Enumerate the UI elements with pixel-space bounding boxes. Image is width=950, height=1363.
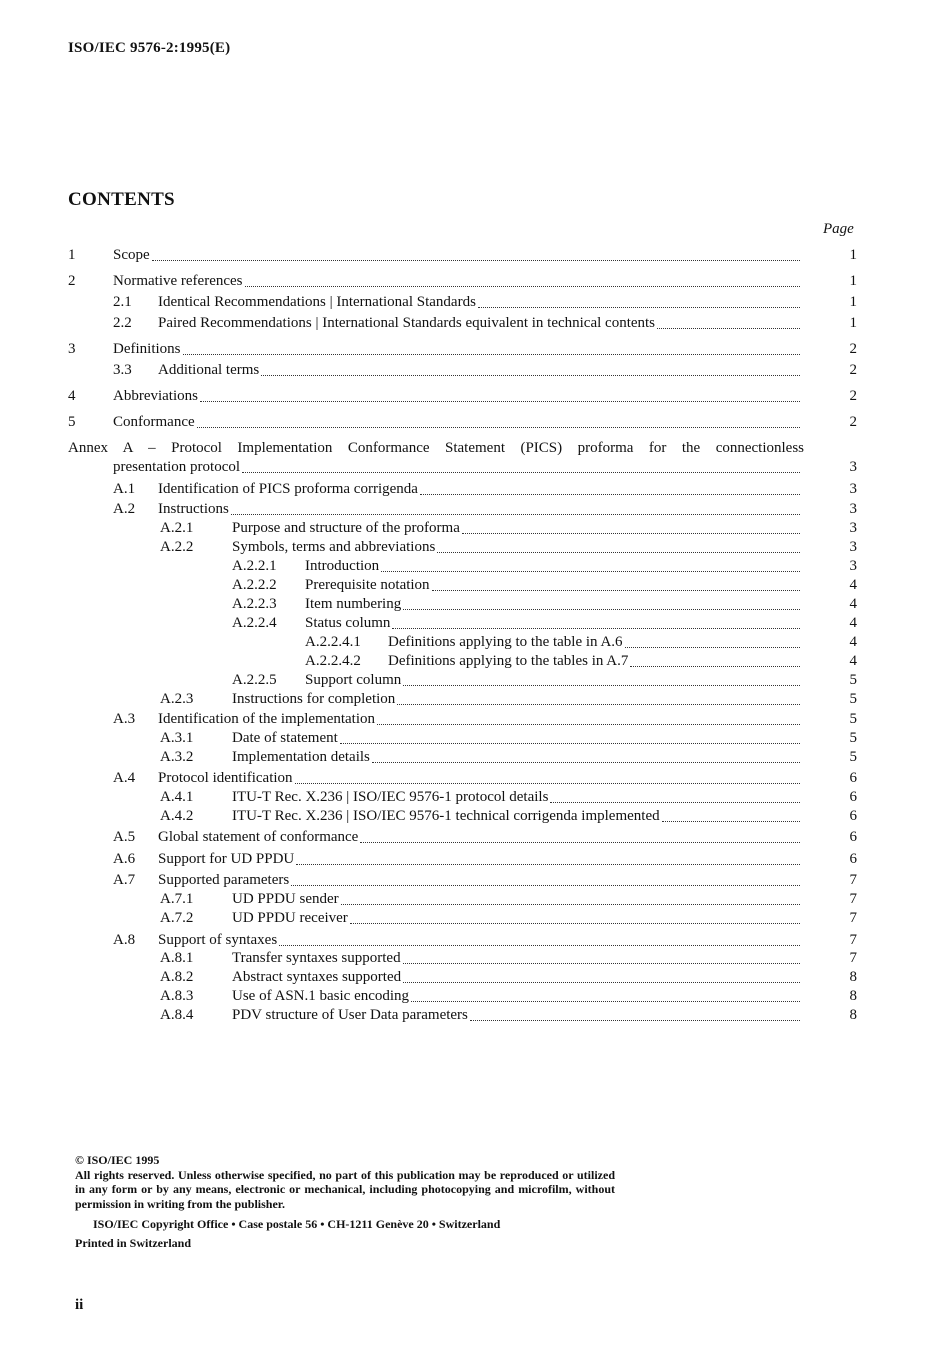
dot-leader [657, 328, 800, 329]
toc-entry-number: A.8.2 [160, 969, 194, 985]
toc-entry-page: 3 [849, 520, 857, 536]
dot-leader [296, 864, 800, 865]
toc-entry-number: A.2.3 [160, 691, 194, 707]
toc-entry[interactable] [0, 652, 950, 671]
toc-entry-number: A.7.2 [160, 910, 194, 926]
page-number: ii [75, 1297, 84, 1313]
toc-entry-page: 1 [849, 315, 857, 331]
toc-entry-page: 5 [849, 749, 857, 765]
toc-entry[interactable] [0, 850, 950, 869]
toc-entry[interactable] [0, 690, 950, 709]
toc-entry-page: 7 [849, 932, 857, 948]
toc-entry-title: Abbreviations [113, 388, 198, 404]
dot-leader [397, 704, 800, 705]
page-title: CONTENTS [68, 189, 175, 210]
toc-entry-title: Implementation details [232, 749, 370, 765]
toc-entry-number: 3.3 [113, 362, 132, 378]
toc-entry-page: 8 [849, 969, 857, 985]
toc-entry[interactable] [0, 748, 950, 767]
toc-entry[interactable] [0, 769, 950, 788]
toc-entry-title: UD PPDU receiver [232, 910, 348, 926]
toc-entry-title: Protocol identification [158, 770, 293, 786]
toc-entry-page: 6 [849, 829, 857, 845]
dot-leader [381, 571, 800, 572]
toc-entry-title: ITU-T Rec. X.236 | ISO/IEC 9576-1 protocol details [232, 789, 549, 805]
toc-entry-number: A.5 [113, 829, 136, 845]
toc-entry-page: 1 [849, 247, 857, 263]
toc-entry-page: 3 [849, 481, 857, 497]
dot-leader [279, 945, 800, 946]
toc-entry-page: 7 [849, 910, 857, 926]
toc-entry[interactable] [0, 949, 950, 968]
dot-leader [350, 923, 800, 924]
dot-leader [392, 628, 800, 629]
dot-leader [437, 552, 800, 553]
dot-leader [372, 762, 800, 763]
dot-leader [403, 609, 800, 610]
toc-entry-page: 2 [849, 388, 857, 404]
toc-entry-number: 5 [68, 414, 76, 430]
toc-entry-page: 2 [849, 341, 857, 357]
toc-entry[interactable] [0, 931, 950, 950]
toc-entry-page: 4 [849, 634, 857, 650]
dot-leader [245, 286, 800, 287]
toc-entry-number: A.2.2.1 [232, 558, 277, 574]
toc-entry-title: Instructions for completion [232, 691, 396, 707]
dot-leader [403, 685, 800, 686]
toc-entry[interactable] [0, 871, 950, 890]
toc-entry-page: 2 [849, 362, 857, 378]
toc-entry-number: A.7 [113, 872, 136, 888]
toc-entry[interactable] [0, 671, 950, 690]
toc-entry-number: A.6 [113, 851, 136, 867]
dot-leader [420, 494, 800, 495]
toc-entry-page: 4 [849, 615, 857, 631]
toc-entry-number: A.7.1 [160, 891, 194, 907]
toc-entry-page: 3 [849, 501, 857, 517]
dot-leader [377, 724, 800, 725]
toc-entry-title: Introduction [305, 558, 380, 574]
toc-entry[interactable] [0, 538, 950, 557]
copyright-notice: © ISO/IEC 1995 [75, 1153, 160, 1167]
toc-entry-number: A.4.2 [160, 808, 194, 824]
toc-entry-title: Identification of the implementation [158, 711, 376, 727]
dot-leader [403, 982, 800, 983]
dot-leader [295, 783, 800, 784]
toc-entry[interactable] [0, 314, 950, 333]
toc-entry-title: Support of syntaxes [158, 932, 278, 948]
toc-entry-title: Item numbering [305, 596, 402, 612]
toc-entry-number: 4 [68, 388, 76, 404]
toc-entry[interactable] [0, 710, 950, 729]
dot-leader [197, 427, 800, 428]
toc-entry-number: A.8.4 [160, 1007, 194, 1023]
dot-leader [625, 647, 800, 648]
toc-entry-page: 5 [849, 730, 857, 746]
toc-entry-page: 7 [849, 950, 857, 966]
toc-entry-number: A.2.2.5 [232, 672, 277, 688]
toc-entry[interactable] [0, 828, 950, 847]
toc-entry-page: 3 [849, 539, 857, 555]
toc-entry-page: 8 [849, 988, 857, 1004]
toc-entry-title: Definitions [113, 341, 181, 357]
toc-entry-title: Paired Recommendations | International Standards equivalent in technical contents [158, 315, 656, 331]
toc-entry-number: A.4 [113, 770, 136, 786]
toc-entry-number: 2 [68, 273, 76, 289]
toc-entry-title: UD PPDU sender [232, 891, 339, 907]
toc-entry-title: Additional terms [158, 362, 260, 378]
dot-leader [183, 354, 801, 355]
toc-entry-number: 1 [68, 247, 76, 263]
annex-heading-line: Annex A – Protocol Implementation Conformance Statement (PICS) proforma for the connectionless [68, 440, 804, 456]
toc-entry[interactable] [0, 413, 950, 432]
toc-entry[interactable] [0, 729, 950, 748]
toc-entry[interactable] [0, 500, 950, 519]
toc-entry-title: Use of ASN.1 basic encoding [232, 988, 410, 1004]
toc-entry[interactable] [0, 633, 950, 652]
toc-entry-page: 8 [849, 1007, 857, 1023]
toc-entry-page: 6 [849, 789, 857, 805]
toc-entry-title: Normative references [113, 273, 243, 289]
copyright-office-address: ISO/IEC Copyright Office • Case postale 56 • CH-1211 Genève 20 • Switzerland [93, 1217, 501, 1231]
toc-entry-page: 6 [849, 808, 857, 824]
toc-entry[interactable] [0, 807, 950, 826]
dot-leader [550, 802, 800, 803]
page-column-label: Page [823, 221, 854, 237]
toc-entry-page: 4 [849, 653, 857, 669]
toc-entry[interactable] [0, 890, 950, 909]
toc-entry-number: A.2.2.4.1 [305, 634, 361, 650]
toc-entry-number: A.8.1 [160, 950, 194, 966]
toc-entry[interactable] [0, 458, 950, 477]
toc-entry-title: Scope [113, 247, 150, 263]
dot-leader [341, 904, 800, 905]
toc-entry-title: Symbols, terms and abbreviations [232, 539, 436, 555]
toc-entry-page: 1 [849, 273, 857, 289]
toc-entry-title: PDV structure of User Data parameters [232, 1007, 468, 1023]
dot-leader [360, 842, 800, 843]
toc-entry-title: Instructions [158, 501, 229, 517]
dot-leader [432, 590, 800, 591]
dot-leader [340, 743, 800, 744]
toc-entry-page: 1 [849, 294, 857, 310]
toc-entry-number: A.3.2 [160, 749, 194, 765]
toc-entry-title: Support for UD PPDU [158, 851, 295, 867]
toc-entry-title: Prerequisite notation [305, 577, 430, 593]
toc-entry[interactable] [0, 1006, 950, 1025]
toc-entry-title: Status column [305, 615, 391, 631]
dot-leader [291, 885, 800, 886]
toc-entry-title: Definitions applying to the tables in A.7 [388, 653, 629, 669]
toc-entry-title: Definitions applying to the table in A.6 [388, 634, 623, 650]
dot-leader [242, 472, 800, 473]
toc-entry-number: 3 [68, 341, 76, 357]
toc-entry[interactable] [0, 614, 950, 633]
toc-entry-number: A.3.1 [160, 730, 194, 746]
toc-entry-title: Identical Recommendations | International Standards [158, 294, 476, 310]
toc-entry-page: 2 [849, 414, 857, 430]
toc-entry[interactable] [0, 519, 950, 538]
toc-entry[interactable] [0, 293, 950, 312]
toc-entry[interactable] [0, 987, 950, 1006]
dot-leader [152, 260, 800, 261]
toc-entry-title: presentation protocol [113, 459, 241, 475]
toc-entry-page: 7 [849, 872, 857, 888]
toc-entry-title: Identification of PICS proforma corrigenda [158, 481, 418, 497]
toc-entry[interactable] [0, 968, 950, 987]
dot-leader [662, 821, 800, 822]
toc-entry-page: 5 [849, 711, 857, 727]
toc-entry-page: 6 [849, 770, 857, 786]
toc-entry-title: Abstract syntaxes supported [232, 969, 402, 985]
toc-entry-title: Supported parameters [158, 872, 290, 888]
toc-entry-number: A.2.2.2 [232, 577, 277, 593]
toc-entry-number: A.8.3 [160, 988, 194, 1004]
toc-entry-page: 4 [849, 577, 857, 593]
toc-entry-page: 6 [849, 851, 857, 867]
toc-entry[interactable] [0, 595, 950, 614]
toc-entry-number: A.8 [113, 932, 136, 948]
toc-entry-title: ITU-T Rec. X.236 | ISO/IEC 9576-1 technical corrigenda implemented [232, 808, 660, 824]
dot-leader [462, 533, 800, 534]
dot-leader [231, 514, 800, 515]
toc-entry-page: 4 [849, 596, 857, 612]
dot-leader [261, 375, 800, 376]
dot-leader [411, 1001, 800, 1002]
toc-entry[interactable] [0, 480, 950, 499]
toc-entry-title: Purpose and structure of the proforma [232, 520, 460, 536]
toc-entry-number: A.4.1 [160, 789, 194, 805]
dot-leader [403, 963, 800, 964]
toc-entry[interactable] [0, 576, 950, 595]
toc-entry[interactable] [0, 387, 950, 406]
toc-entry-title: Global statement of conformance [158, 829, 359, 845]
dot-leader [470, 1020, 800, 1021]
toc-entry[interactable] [0, 557, 950, 576]
toc-entry-page: 7 [849, 891, 857, 907]
copyright-footer [75, 1153, 615, 1250]
toc-entry[interactable] [0, 909, 950, 928]
toc-entry-number: A.2.2.4.2 [305, 653, 361, 669]
rights-statement: All rights reserved. Unless otherwise specified, no part of this publication may be reproduced or utilized in any form or by any means, electronic or mechanical, including photocopying and microfilm, without permission in writing from the publisher. [75, 1167, 615, 1211]
dot-leader [478, 307, 800, 308]
toc-entry-title: Transfer syntaxes supported [232, 950, 401, 966]
toc-entry-number: A.1 [113, 481, 136, 497]
toc-entry-page: 5 [849, 691, 857, 707]
toc-entry-number: A.2.2 [160, 539, 194, 555]
toc-entry[interactable] [0, 272, 950, 291]
document-id-header: ISO/IEC 9576-2:1995(E) [68, 40, 231, 56]
toc-entry[interactable] [0, 246, 950, 265]
toc-entry-number: A.2 [113, 501, 136, 517]
toc-entry-number: A.2.2.4 [232, 615, 277, 631]
toc-entry[interactable] [0, 361, 950, 380]
toc-entry-title: Support column [305, 672, 402, 688]
toc-entry-number: A.3 [113, 711, 136, 727]
dot-leader [200, 401, 800, 402]
printed-in: Printed in Switzerland [75, 1235, 191, 1250]
toc-entry-page: 3 [849, 558, 857, 574]
toc-entry-number: A.2.2.3 [232, 596, 277, 612]
toc-entry-number: A.2.1 [160, 520, 194, 536]
toc-entry[interactable] [0, 340, 950, 359]
toc-entry[interactable] [0, 788, 950, 807]
toc-entry-page: 5 [849, 672, 857, 688]
toc-entry-number: 2.2 [113, 315, 132, 331]
dot-leader [630, 666, 800, 667]
toc-entry-title: Conformance [113, 414, 195, 430]
toc-entry-title: Date of statement [232, 730, 338, 746]
toc-entry-page: 3 [849, 459, 857, 475]
toc-entry-number: 2.1 [113, 294, 132, 310]
